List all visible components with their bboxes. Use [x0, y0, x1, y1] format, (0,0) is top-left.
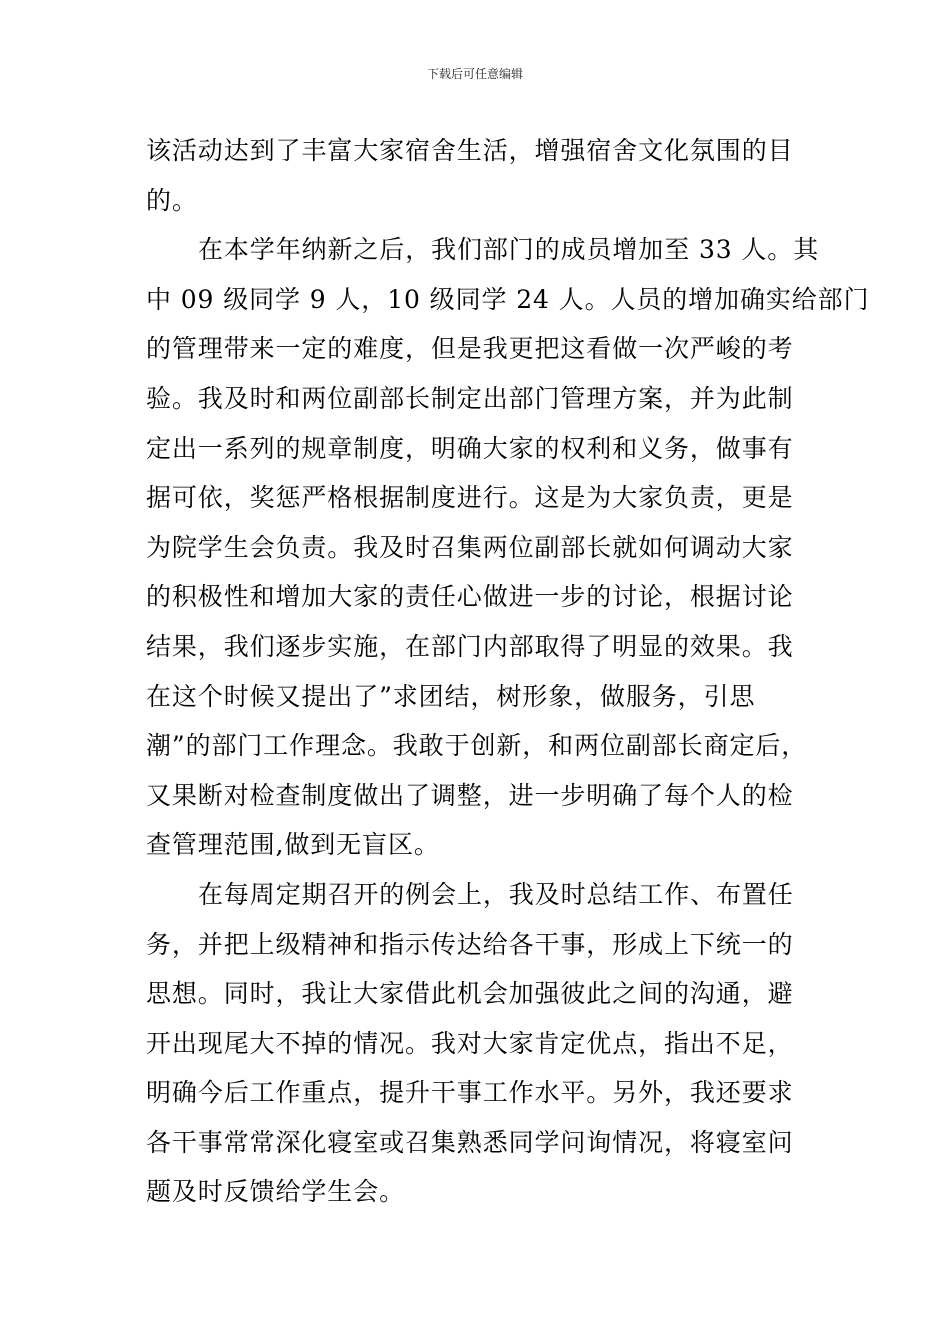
text-line: 在这个时候又提出了”求团结，树形象，做服务，引思: [146, 681, 756, 711]
text-line: 据可依，奖惩严格根据制度进行。这是为大家负责，更是: [146, 483, 794, 513]
text-line: 为院学生会负责。我及时召集两位副部长就如何调动大家: [146, 532, 794, 562]
text-line: 结果，我们逐步实施，在部门内部取得了明显的效果。我: [146, 631, 794, 661]
text-line: 潮”的部门工作理念。我敢于创新，和两位副部长商定后，: [146, 731, 808, 761]
text-line: 又果断对检查制度做出了调整，进一步明确了每个人的检: [146, 780, 794, 810]
text-line: 务，并把上级精神和指示传达给各干事，形成上下统一的: [146, 929, 794, 959]
text-line: 思想。同时，我让大家借此机会加强彼此之间的沟通，避: [146, 979, 794, 1009]
text-line: 定出一系列的规章制度，明确大家的权利和义务，做事有: [146, 433, 794, 463]
text-line: 查管理范围,做到无盲区。: [146, 830, 440, 860]
text-line: 各干事常常深化寝室或召集熟悉同学问询情况，将寝室问: [146, 1127, 794, 1157]
text-line: 题及时反馈给学生会。: [146, 1177, 406, 1207]
paragraph-start-line: 在本学年纳新之后，我们部门的成员增加至 33 人。其: [198, 235, 820, 265]
text-line: 该活动达到了丰富大家宿舍生活，增强宿舍文化氛围的目: [146, 136, 794, 165]
text-line: 明确今后工作重点，提升干事工作水平。另外，我还要求: [146, 1078, 794, 1108]
page-header: 下载后可任意编辑: [426, 67, 523, 81]
text-line: 开出现尾大不掉的情况。我对大家肯定优点，指出不足，: [146, 1028, 794, 1058]
paragraph-start-line: 在每周定期召开的例会上，我及时总结工作、布置任: [198, 879, 794, 909]
text-line: 的积极性和增加大家的责任心做进一步的讨论，根据讨论: [146, 582, 794, 612]
body-text: [146, 126, 870, 1217]
text-line: 的管理带来一定的难度，但是我更把这看做一次严峻的考: [146, 334, 794, 364]
text-line: 验。我及时和两位副部长制定出部门管理方案，并为此制: [146, 383, 794, 413]
text-line: 的。: [146, 185, 198, 215]
text-line: 中 09 级同学 9 人，10 级同学 24 人。人员的增加确实给部门: [146, 284, 870, 314]
